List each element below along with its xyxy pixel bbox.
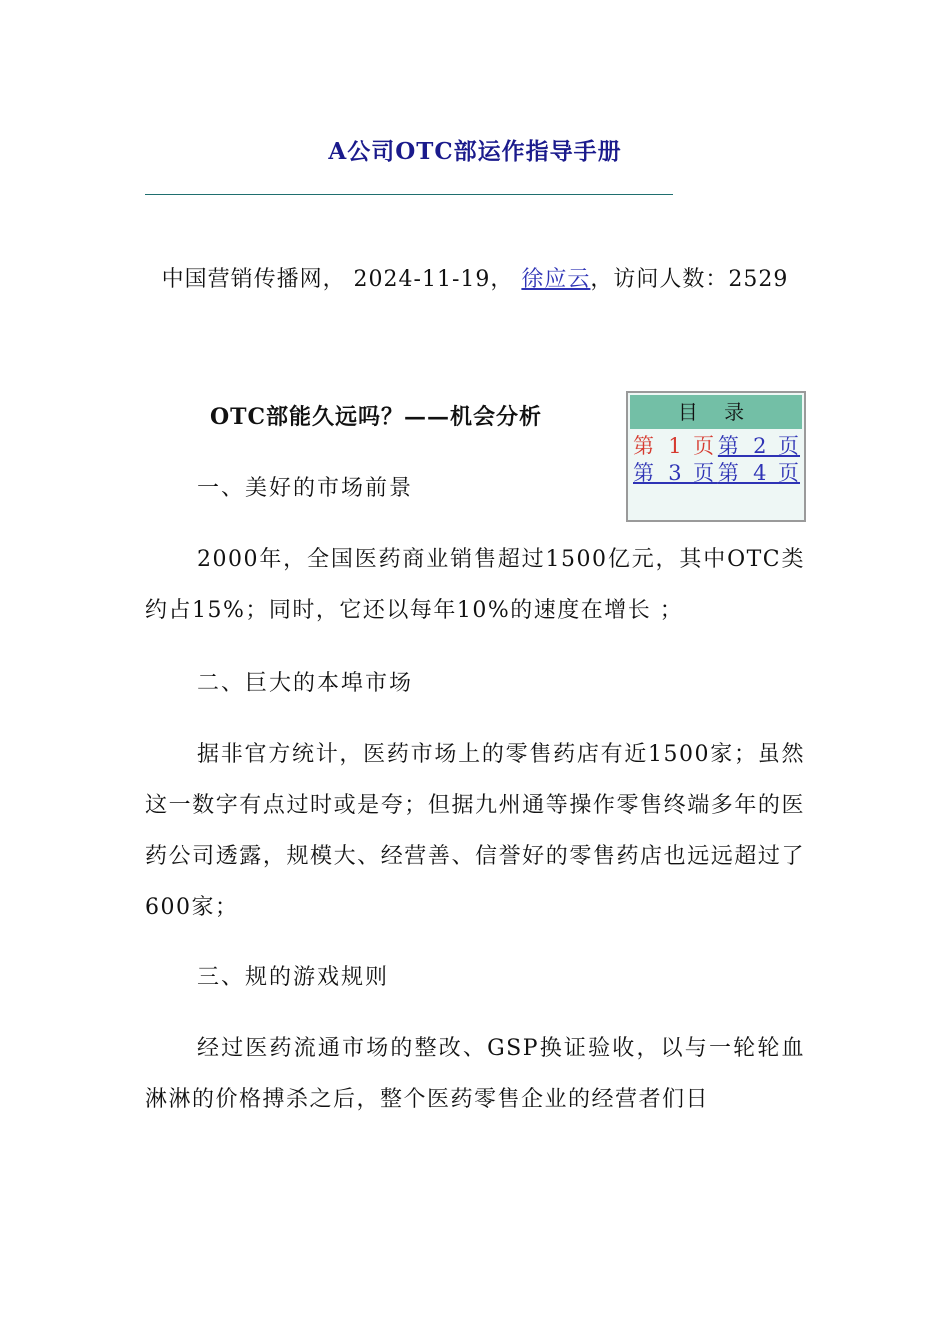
table-of-contents xyxy=(626,391,806,522)
toc-current-page: 第 1 页 xyxy=(633,434,718,458)
subsection-body-2: 据非官方统计，医药市场上的零售药店有近1500家；虽然这一数字有点过时或是夸；但据九州通等操作零售终端多年的医药公司透露，规模大、经营善、信誉好的零售药店也远远超过了600家； xyxy=(145,742,805,920)
subsection-body-3: 经过医药流通市场的整改、GSP换证验收，以与一轮轮血淋淋的价格搏杀之后，整个医药零售企业的经营者们日 xyxy=(145,1036,805,1112)
toc-link-page-2[interactable]: 第 2 页 xyxy=(717,434,800,458)
toc-link-page-3[interactable]: 第 3 页 xyxy=(633,461,718,485)
subsection-heading-2: 二、巨大的本埠市场 xyxy=(197,671,414,696)
page-title: A公司OTC部运作指导手册 xyxy=(328,138,622,165)
subsection-heading-1: 一、美好的市场前景 xyxy=(197,476,414,501)
section-heading: OTC部能久远吗？——机会分析 xyxy=(210,404,543,430)
subsection-heading-3: 三、规的游戏规则 xyxy=(197,965,390,990)
toc-link-page-4[interactable]: 第 4 页 xyxy=(717,461,800,485)
toc-page-links xyxy=(633,433,800,487)
title-divider xyxy=(145,194,673,195)
toc-header: 目 录 xyxy=(630,395,802,429)
subsection-body-1: 2000年，全国医药商业销售超过1500亿元，其中OTC类约占15%；同时，它还以每年10%的速度在增长 ； xyxy=(145,547,805,623)
byline-visit-count: ，访问人数：2529 xyxy=(590,267,789,292)
byline xyxy=(145,253,805,307)
byline-source-date: 中国营销传播网， 2024-11-19， xyxy=(161,267,522,292)
author-link[interactable]: 徐应云 xyxy=(521,267,591,292)
